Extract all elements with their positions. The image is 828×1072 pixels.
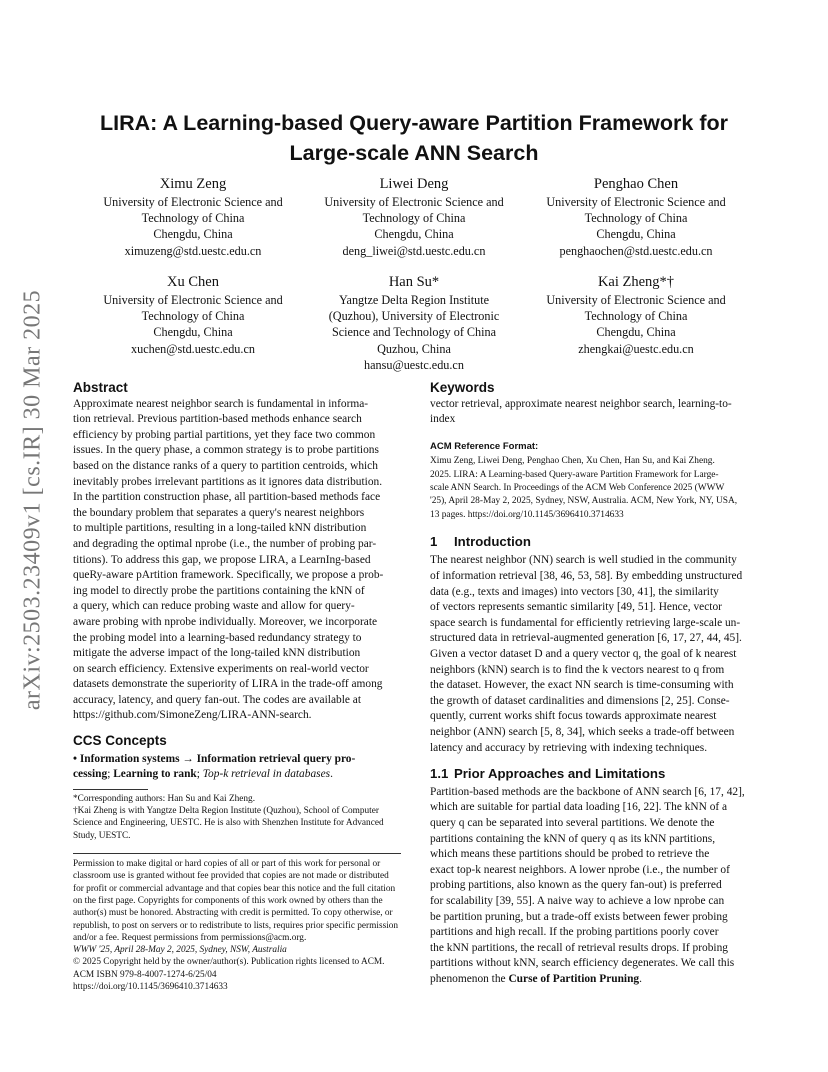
author-email: hansu@uestc.edu.cn xyxy=(364,357,464,372)
prior-approaches-body xyxy=(430,785,758,988)
footnote-line: Study, UESTC. xyxy=(73,830,131,841)
abstract-line: issues. In the query phase, a common strategy is to probe partitions xyxy=(73,444,379,457)
intro-line: neighbors (kNN) search is to find the k vectors nearest to q from xyxy=(430,663,725,676)
author-affiliation: Technology of China xyxy=(141,211,245,226)
paper-title: LIRA: A Learning-based Query-aware Partition Framework for Large-scale ANN Search xyxy=(99,111,728,165)
intro-line: The nearest neighbor (NN) search is well studied in the community xyxy=(430,554,737,567)
section-number: 1 xyxy=(430,533,438,549)
author-location: Quzhou, China xyxy=(377,341,451,356)
footnote-line: †Kai Zheng is with Yangtze Delta Region Institute (Quzhou), School of Computer xyxy=(73,806,379,817)
abstract-line: titions). To address this gap, we propose LIRA, a LearnIng-based xyxy=(73,553,371,566)
author-affiliation: Science and Technology of China xyxy=(331,325,497,340)
prior-line: be partition pruning, but a trade-off exists between fewer probing xyxy=(430,910,728,923)
author-affiliation: Technology of China xyxy=(584,309,688,324)
intro-line: Given a vector dataset D and a query vector q, the goal of k nearest xyxy=(430,648,737,661)
doi-link[interactable]: https://doi.org/10.1145/3696410.3714633 xyxy=(73,982,228,992)
footnotes xyxy=(73,793,401,842)
acm-reference-line: 2025. LIRA: A Learning-based Query-aware Partition Framework for Large- xyxy=(430,469,719,480)
ccs-separator: ; xyxy=(196,768,203,781)
author-block xyxy=(83,273,303,357)
footnote-rule xyxy=(73,789,148,790)
intro-line: latency and accuracy by retrieving with indexing techniques. xyxy=(430,741,708,754)
abstract-line: based on the distance ranks of a query to partition centroids, which xyxy=(73,459,378,472)
ccs-line: • Information systems → Information retrieval query pro- xyxy=(73,752,356,765)
abstract-line: on search efficiency. Extensive experiments on real-world vector xyxy=(73,662,369,675)
author-block xyxy=(526,273,746,357)
ccs-term: Learning to rank xyxy=(113,768,197,781)
author-name: Ximu Zeng xyxy=(159,176,227,192)
section-heading-prior-approaches xyxy=(430,766,758,782)
prior-text: phenomenon the xyxy=(430,972,509,985)
ccs-term: Top-k retrieval in databases xyxy=(202,768,331,781)
acm-reference-line: Ximu Zeng, Liwei Deng, Penghao Chen, Xu Chen, Han Su, and Kai Zheng. xyxy=(430,456,715,467)
ccs-line xyxy=(73,767,401,783)
prior-line: query q can be separated into several partitions. We denote the xyxy=(430,816,715,829)
permission-line: classroom use is granted without fee provided that copies are not made or distributed xyxy=(73,871,389,882)
intro-line: the dataset. However, the exact NN search is time-consuming with xyxy=(430,679,734,692)
acm-reference-body xyxy=(430,455,758,521)
venue-line: WWW '25, April 28-May 2, 2025, Sydney, NSW, Australia xyxy=(73,945,287,956)
author-location: Chengdu, China xyxy=(374,227,454,242)
section-title: Introduction xyxy=(454,533,531,549)
author-affiliation: Technology of China xyxy=(362,211,466,226)
keywords-line: vector retrieval, approximate nearest neighbor search, learning-to- xyxy=(430,397,732,410)
permission-line: author(s) must be honored. Abstracting with credit is permitted. To copy otherwise, or xyxy=(73,908,393,919)
abstract-line: queRy-aware pArtition framework. Specifically, we propose a prob- xyxy=(73,569,384,582)
author-email: penghaochen@std.uestc.edu.cn xyxy=(559,243,713,258)
abstract-line: datasets demonstrate the superiority of LIRA in the trade-off among xyxy=(73,678,383,691)
prior-line: the kNN partitions, the recall of retrieval results drops. If probing xyxy=(430,941,728,954)
abstract-line: mitigate the adverse impact of the long-tailed kNN distribution xyxy=(73,647,361,660)
permission-rule xyxy=(73,853,401,854)
ccs-term: cessing xyxy=(73,768,108,781)
footnote-line: *Corresponding authors: Han Su and Kai Zheng. xyxy=(73,793,256,804)
author-email: xuchen@std.uestc.edu.cn xyxy=(131,341,255,356)
ccs-heading: CCS Concepts xyxy=(73,733,167,749)
author-name: Xu Chen xyxy=(167,274,219,290)
permission-line: and/or a fee. Request permissions from permissions@acm.org. xyxy=(73,932,307,943)
abstract-line: to multiple partitions, resulting in a long-tailed kNN distribution xyxy=(73,522,367,535)
author-email: ximuzeng@std.uestc.edu.cn xyxy=(124,243,262,258)
abstract-line: tion retrieval. Previous partition-based methods enhance search xyxy=(73,413,362,426)
author-name: Penghao Chen xyxy=(593,176,679,192)
curse-term: Curse of Partition Pruning xyxy=(508,972,640,985)
acm-reference-line: scale ANN Search. In Proceedings of the ACM Web Conference 2025 (WWW xyxy=(430,482,725,493)
prior-end: . xyxy=(639,972,642,985)
intro-line: data (e.g., texts and images) into vectors [30, 41], the similarity xyxy=(430,585,719,598)
prior-line: exact top-k nearest neighbors. A lower nprobe (i.e., the number of xyxy=(430,863,730,876)
code-link[interactable]: https://github.com/SimoneZeng/LIRA-ANN-search. xyxy=(73,709,312,722)
prior-line: which means these partitions should be probed to retrieve the xyxy=(430,848,710,861)
abstract-line: accuracy, latency, and query fan-out. The codes are available at xyxy=(73,693,361,706)
abstract-line: ing model to directly probe the partitions containing the kNN of xyxy=(73,584,365,597)
abstract-line: Approximate nearest neighbor search is fundamental in informa- xyxy=(73,397,369,410)
prior-line: partitions without kNN, search efficiency degenerates. We call this xyxy=(430,957,735,970)
prior-line: probing partitions, also known as the query fan-out) is preferred xyxy=(430,879,722,892)
prior-line: partitions containing the kNN of query q as its kNN partitions, xyxy=(430,832,716,845)
prior-line xyxy=(430,972,758,988)
copyright-line: © 2025 Copyright held by the owner/author(s). Publication rights licensed to ACM. xyxy=(73,957,385,968)
keywords-heading: Keywords xyxy=(430,380,495,395)
ccs-end: . xyxy=(330,768,333,781)
section-heading-introduction xyxy=(430,534,758,550)
prior-line: Partition-based methods are the backbone of ANN search [6, 17, 42], xyxy=(430,785,745,798)
author-location: Chengdu, China xyxy=(153,325,233,340)
permission-line: Permission to make digital or hard copies of all or part of this work for personal or xyxy=(73,859,381,870)
abstract-line: aware probing with nprobe individually. Moreover, we incorporate xyxy=(73,615,378,628)
author-block xyxy=(83,175,303,259)
prior-line: for scalability [39, 55]. A naive way to achieve a low nprobe can xyxy=(430,894,725,907)
ccs-separator: ; xyxy=(107,768,114,781)
intro-line: space search is fundamental for efficiently retrieving large-scale un- xyxy=(430,616,741,629)
keywords-body xyxy=(430,397,758,428)
abstract-line: inevitably probes irrelevant partitions as it ignores data distribution. xyxy=(73,475,383,488)
author-affiliation: Technology of China xyxy=(141,309,245,324)
author-affiliation: University of Electronic Science and xyxy=(546,195,726,209)
author-email: zhengkai@uestc.edu.cn xyxy=(578,341,694,356)
prior-line: partitions and high recall. If the probing partitions poorly cover xyxy=(430,926,719,939)
author-affiliation: University of Electronic Science and xyxy=(324,195,504,209)
author-affiliation: University of Electronic Science and xyxy=(103,293,283,307)
ccs-concepts xyxy=(73,752,401,783)
intro-line: the growth of dataset cardinalities and dimensions [2, 25]. Conse- xyxy=(430,694,730,707)
acm-reference-heading: ACM Reference Format: xyxy=(430,440,539,452)
author-name: Kai Zheng*† xyxy=(597,274,675,290)
permission-line: on the first page. Copyrights for components of this work owned by others than the xyxy=(73,895,383,906)
permission-line: republish, to post on servers or to redistribute to lists, requires prior specific permission xyxy=(73,920,399,931)
abstract-line: In the partition construction phase, all partition-based methods face xyxy=(73,491,381,504)
section-title: Prior Approaches and Limitations xyxy=(454,766,666,782)
footnote-line: Science and Engineering, UESTC. He is also with Shenzhen Institute for Advanced xyxy=(73,818,384,829)
author-name: Han Su* xyxy=(388,274,440,290)
section-number: 1.1 xyxy=(430,766,449,782)
left-column xyxy=(73,380,401,993)
intro-line: quently, current works shift focus towards approximate nearest xyxy=(430,710,717,723)
abstract-line: and degrading the optimal nprobe (i.e., the number of probing par- xyxy=(73,537,377,550)
intro-line: structured data in retrieval-augmented generation [6, 17, 27, 44, 45]. xyxy=(430,632,742,645)
author-affiliation: (Quzhou), University of Electronic xyxy=(328,309,500,324)
intro-line: neighbor (ANN) search [5, 8, 34], which seeks a trade-off between xyxy=(430,725,735,738)
introduction-body xyxy=(430,553,758,756)
author-name: Liwei Deng xyxy=(379,176,449,192)
abstract-line: efficiency by probing partial partitions, yet they face two common xyxy=(73,428,376,441)
abstract-line: a query, which can reduce probing waste and allow for query- xyxy=(73,600,355,613)
arxiv-stamp xyxy=(16,290,50,710)
acm-reference-line: '25), April 28-May 2, 2025, Sydney, NSW, Australia. ACM, New York, NY, USA, xyxy=(430,496,738,507)
permission-line: for profit or commercial advantage and that copies bear this notice and the full citation xyxy=(73,883,396,894)
author-location: Chengdu, China xyxy=(596,227,676,242)
author-affiliation: University of Electronic Science and xyxy=(546,293,726,307)
author-email: deng_liwei@std.uestc.edu.cn xyxy=(342,243,486,258)
abstract-heading: Abstract xyxy=(73,380,128,395)
author-location: Chengdu, China xyxy=(153,227,233,242)
intro-line: of vectors represents semantic similarity [49, 51]. Hence, vector xyxy=(430,601,722,614)
right-column xyxy=(430,380,758,987)
isbn-line: ACM ISBN 979-8-4007-1274-6/25/04 xyxy=(73,969,217,980)
intro-line: of information retrieval [38, 46, 53, 58]. By embedding unstructured xyxy=(430,570,743,583)
author-location: Chengdu, China xyxy=(596,325,676,340)
author-block xyxy=(304,273,524,373)
author-affiliation: Yangtze Delta Region Institute xyxy=(338,293,490,307)
author-block xyxy=(304,175,524,259)
prior-line: which are suitable for partial data loading [16, 22]. The kNN of a xyxy=(430,801,728,814)
abstract-body xyxy=(73,397,401,724)
permission-block xyxy=(73,858,401,993)
arxiv-identifier: arXiv:2503.23409v1 [cs.IR] 30 Mar 2025 xyxy=(19,289,46,711)
acm-reference-line: 13 pages. https://doi.org/10.1145/3696410.3714633 xyxy=(430,509,624,520)
author-affiliation: University of Electronic Science and xyxy=(103,195,283,209)
author-affiliation: Technology of China xyxy=(584,211,688,226)
keywords-line: index xyxy=(430,413,456,426)
abstract-line: the boundary problem that separates a query's nearest neighbors xyxy=(73,506,365,519)
author-block xyxy=(526,175,746,259)
abstract-line: the probing model into a learning-based redundancy strategy to xyxy=(73,631,362,644)
